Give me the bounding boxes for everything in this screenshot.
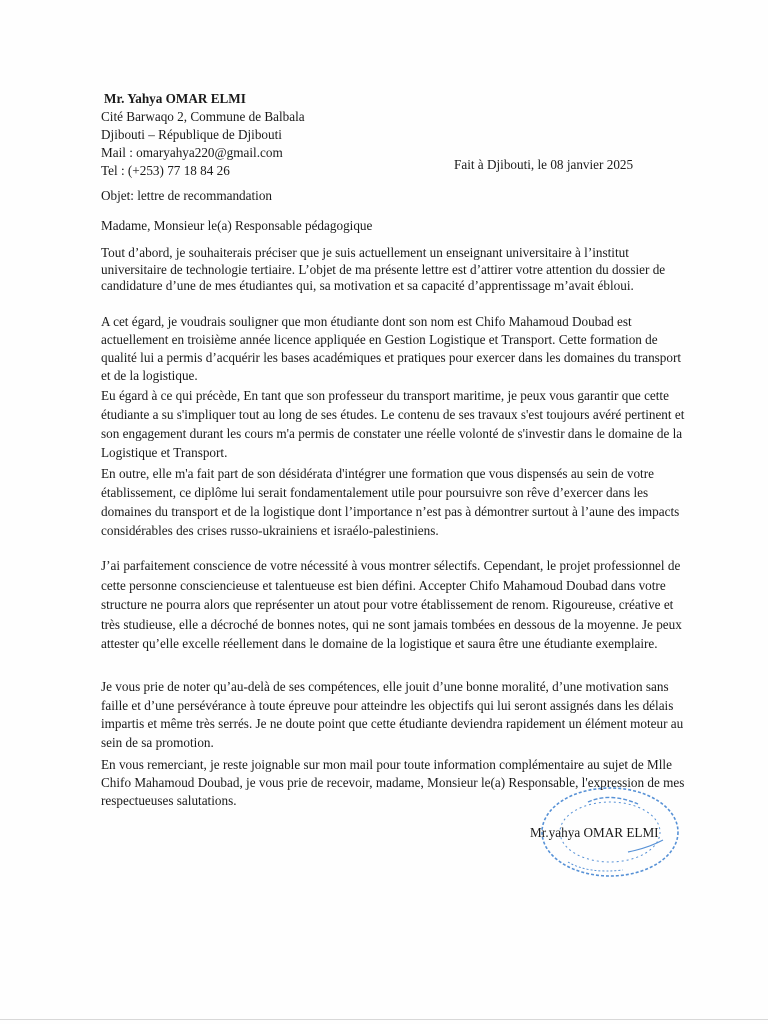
letter-subject: Objet: lettre de recommandation [101, 188, 273, 203]
body-paragraph-3: Eu égard à ce qui précède, En tant que son professeur du transport maritime, je peux vous garantir que cette étudiante a su s'impliquer tout au long de ses études. Le contenu de ses travaux s'est toujours avéré pertinent et son engagement durant les cours m'a permis de constater une réelle volonté de s'investir dans le domaine de la Logistique et Transport. [101, 388, 685, 460]
sender-email: Mail : omaryahya220@gmail.com [101, 145, 283, 160]
body-paragraph-5: J’ai parfaitement conscience de votre nécessité à vous montrer sélectifs. Cependant, le projet professionnel de cette personne consciencieuse et talentueuse est bien défini. Accepter Chifo Mahamoud Doubad dans votre structure ne pourra alors que représenter un atout pour votre établissement de renom. Rigoureuse, créative et très studieuse, elle a décroché de bonnes notes, qui ne sont jamais tombées en dessous de la moyenne. Je peux attester qu’elle excelle réellement dans le domaine de la logistique et saura être une étudiante exemplaire. [101, 558, 682, 651]
body-paragraph-4: En outre, elle m'a fait part de son désidérata d'intégrer une formation que vous dispensés au sein de votre établissement, ce diplôme lui serait fondamentalement utile pour poursuivre son rêve d’exercer dans les domaines du transport et de la logistique dont l’importance n’est pas à démontrer surtout à l’aune des impacts considérables des crises russo-ukrainiens et israélo-palestiniens. [101, 466, 680, 538]
body-paragraph-1: Tout d’abord, je souhaiterais préciser que je suis actuellement un enseignant universitaire à l’institut universitaire de technologie tertiaire. L’objet de ma présente lettre est d’attirer votre attention du dossier de candidature d’une de mes étudiantes qui, sa motivation et sa capacité d’apprentissage m’avait ébloui. [101, 245, 666, 293]
body-paragraph-6: Je vous prie de noter qu’au-delà de ses compétences, elle jouit d’une bonne moralité, d’une motivation sans faille et d’une persévérance à toute épreuve pour atteindre les objectifs qui lui seront assignés dans les délais impartis et même très serrés. Je ne doute point que cette étudiante deviendra rapidement un élément moteur au sein de sa promotion. [101, 679, 684, 750]
body-paragraph-7: En vous remerciant, je reste joignable sur mon mail pour toute information complémentaire au sujet de Mlle Chifo Mahamoud Doubad, je vous prie de recevoir, madame, Monsieur le(a) Responsable, l'expression de mes respectueuses salutations. [101, 757, 685, 808]
sender-phone: Tel : (+253) 77 18 84 26 [101, 163, 230, 178]
signature-name: Mr.yahya OMAR ELMI [530, 825, 659, 840]
body-paragraph-2: A cet égard, je voudrais souligner que mon étudiante dont son nom est Chifo Mahamoud Doubad est actuellement en troisième année licence appliquée en Gestion Logistique et Transport. Cette formation de qualité lui a permis d’acquérir les bases académiques et pratiques pour exercer dans les domaines du transport et de la logistique. [101, 314, 682, 383]
page-bottom-edge [0, 1019, 768, 1020]
sender-address-line2: Djibouti – République de Djibouti [101, 127, 282, 142]
letter-salutation: Madame, Monsieur le(a) Responsable pédagogique [101, 218, 373, 233]
sender-name: Mr. Yahya OMAR ELMI [104, 91, 246, 106]
sender-address-line1: Cité Barwaqo 2, Commune de Balbala [101, 109, 305, 124]
letter-date: Fait à Djibouti, le 08 janvier 2025 [454, 157, 634, 172]
sender-block [101, 90, 305, 180]
